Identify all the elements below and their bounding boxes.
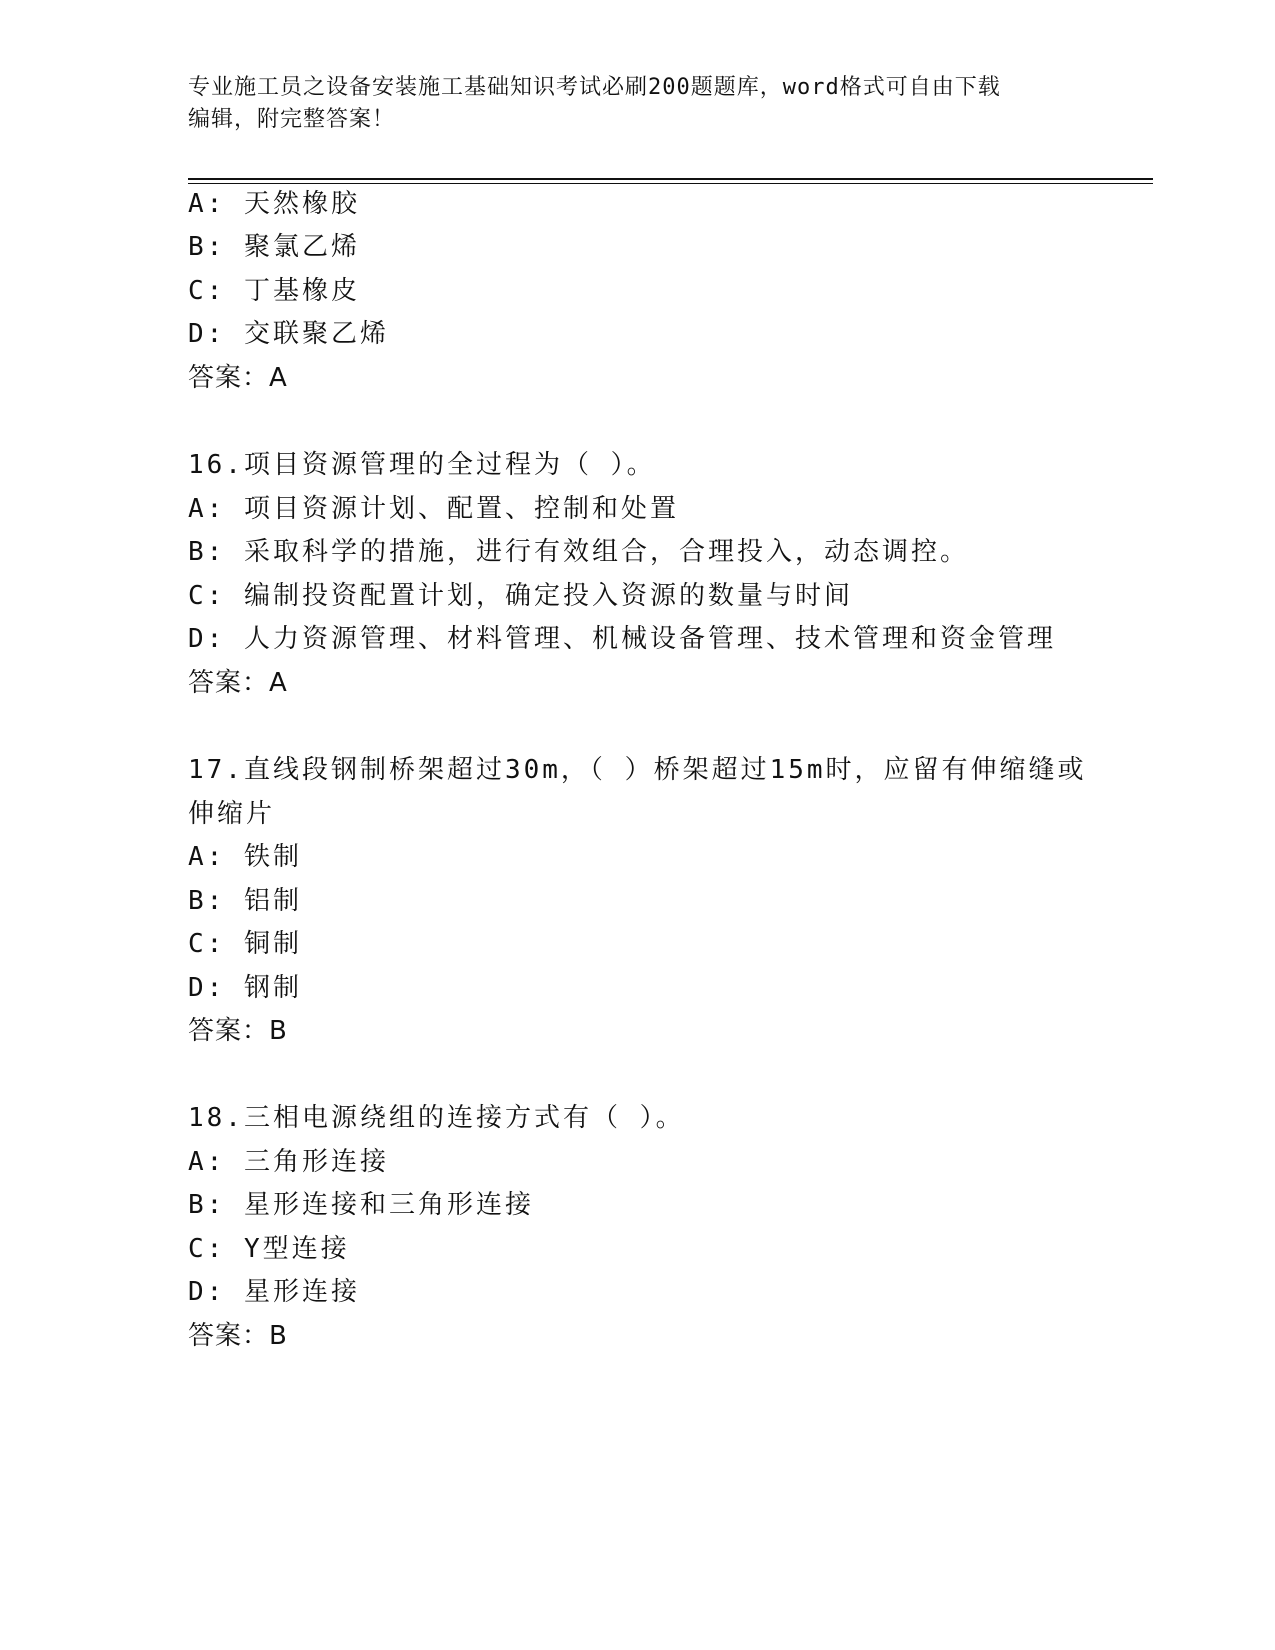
q15-answer: 答案：A (188, 363, 288, 393)
header-line-1: 专业施工员之设备安装施工基础知识考试必刷200题题库，word格式可自由下载 (188, 75, 1001, 100)
q17-option-b: B: 铝制 (188, 886, 302, 916)
q18-option-c: C: Y型连接 (188, 1234, 350, 1264)
q17-option-d: D: 钢制 (188, 973, 302, 1003)
q18-answer: 答案：B (188, 1321, 288, 1351)
q16-question: 16.项目资源管理的全过程为（ ）。 (188, 450, 656, 480)
header-line-2: 编辑，附完整答案！ (188, 107, 396, 132)
q15-option-a: A: 天然橡胶 (188, 189, 360, 219)
q16-option-d: D: 人力资源管理、材料管理、机械设备管理、技术管理和资金管理 (188, 624, 1056, 654)
q18-option-b: B: 星形连接和三角形连接 (188, 1190, 534, 1220)
q18-option-d: D: 星形连接 (188, 1277, 360, 1307)
q17-option-a: A: 铁制 (188, 842, 302, 872)
q17-option-c: C: 铜制 (188, 929, 302, 959)
q15-option-b: B: 聚氯乙烯 (188, 232, 360, 262)
q16-option-a: A: 项目资源计划、配置、控制和处置 (188, 494, 679, 524)
q18-option-a: A: 三角形连接 (188, 1147, 389, 1177)
q17-question-line-2: 伸缩片 (188, 799, 276, 829)
document-header (188, 72, 1088, 136)
header-divider-thick (188, 178, 1153, 180)
header-divider-thin (188, 183, 1153, 184)
q15-option-c: C: 丁基橡皮 (188, 276, 360, 306)
q17-answer: 答案：B (188, 1016, 288, 1046)
q16-option-c: C: 编制投资配置计划，确定投入资源的数量与时间 (188, 581, 853, 611)
q17-question-line-1: 17.直线段钢制桥架超过30m，（ ）桥架超过15m时，应留有伸缩缝或 (188, 755, 1087, 785)
q16-answer: 答案：A (188, 668, 288, 698)
q18-question: 18.三相电源绕组的连接方式有（ ）。 (188, 1103, 685, 1133)
q15-option-d: D: 交联聚乙烯 (188, 319, 389, 349)
q16-option-b: B: 采取科学的措施，进行有效组合，合理投入，动态调控。 (188, 537, 969, 567)
